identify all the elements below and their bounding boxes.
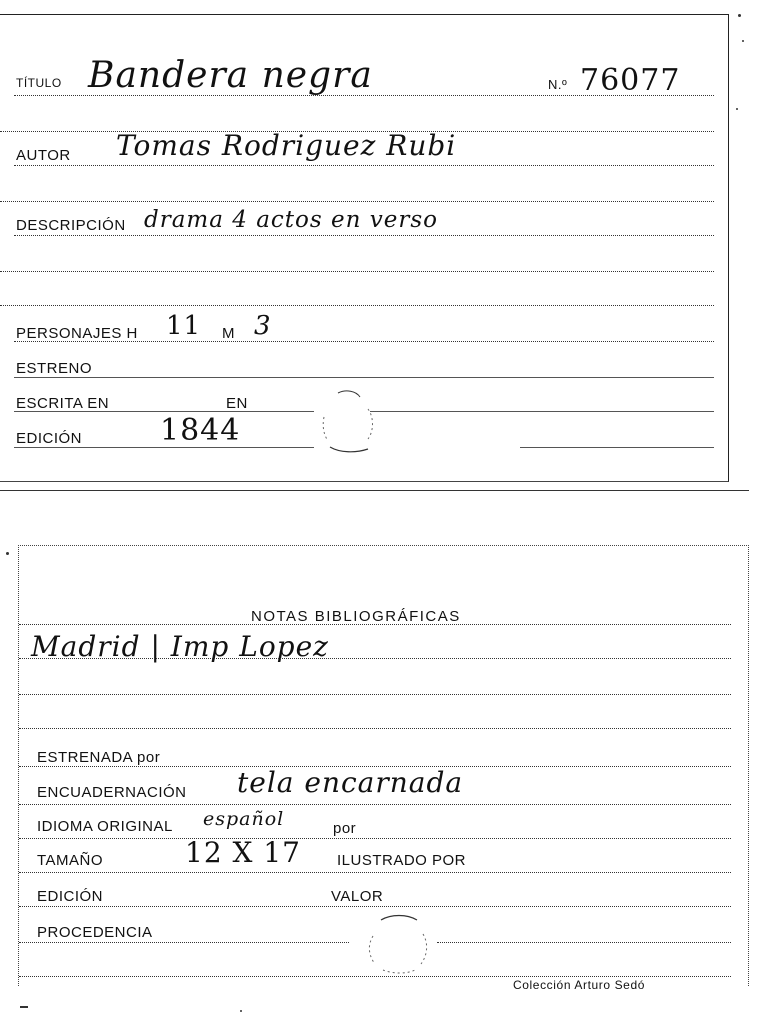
edicion-value: 1844	[160, 413, 241, 448]
rule-encuadernacion	[19, 804, 731, 805]
catalog-card-top	[0, 14, 729, 482]
autor-value: Tomas Rodriguez Rubi	[116, 129, 457, 162]
rule-edicion-b	[19, 906, 731, 907]
titulo-label: TÍTULO	[16, 76, 62, 90]
autor-label: AUTOR	[16, 147, 71, 164]
tamano-label: TAMAÑO	[37, 852, 104, 869]
edicion-label: EDICIÓN	[16, 430, 83, 447]
ilustrado-label: ILUSTRADO POR	[337, 852, 467, 869]
descripcion-label: DESCRIPCIÓN	[16, 217, 126, 234]
rule-4	[0, 305, 714, 306]
idioma-label: IDIOMA ORIGINAL	[37, 818, 173, 835]
titulo-value: Bandera negra	[88, 55, 373, 96]
rule-b1	[19, 658, 731, 659]
numero-label: N.º	[548, 77, 568, 92]
encuadernacion-label: ENCUADERNACIÓN	[37, 784, 187, 801]
rule-autor	[14, 165, 714, 166]
idioma-value: español	[203, 808, 285, 830]
encuadernacion-value: tela encarnada	[237, 766, 464, 799]
escrita-en-label: ESCRITA EN	[16, 395, 110, 412]
personajes-m-value: 3	[254, 311, 272, 341]
tamano-value: 12 X 17	[185, 836, 301, 869]
personajes-h-label: PERSONAJES H	[16, 325, 138, 342]
escrita-en2-label: EN	[226, 395, 248, 412]
rule-bottom	[19, 976, 731, 977]
notas-value: Madrid | Imp Lopez	[31, 630, 329, 663]
numero-value: 76077	[580, 63, 681, 98]
scan-speck	[738, 14, 741, 17]
rule-descripcion	[14, 235, 714, 236]
scan-speck	[20, 1006, 28, 1008]
rule-idioma	[19, 838, 731, 839]
rule-procedencia-right	[437, 942, 731, 943]
rule-b2	[19, 694, 731, 695]
procedencia-label: PROCEDENCIA	[37, 924, 153, 941]
card-separator	[0, 490, 749, 491]
edicion-b-label: EDICIÓN	[37, 888, 104, 905]
rule-estreno	[14, 377, 714, 378]
rule-2	[0, 201, 714, 202]
rule-tamano	[19, 872, 731, 873]
valor-label: VALOR	[331, 888, 384, 905]
stamp-mark-icon	[363, 912, 433, 976]
idioma-por-label: por	[333, 820, 357, 837]
estreno-label: ESTRENO	[16, 360, 93, 377]
descripcion-value: drama 4 actos en verso	[144, 207, 438, 233]
estrenada-label: ESTRENADA por	[37, 749, 161, 766]
scan-speck	[240, 1010, 242, 1012]
stamp-mark-icon	[316, 387, 380, 459]
collection-credit: Colección Arturo Sedó	[513, 978, 646, 992]
rule-3	[0, 271, 714, 272]
personajes-m-label: M	[222, 325, 235, 342]
scan-speck	[736, 108, 738, 110]
rule-b3	[19, 728, 731, 729]
scan-speck	[6, 552, 9, 555]
notas-heading: NOTAS BIBLIOGRÁFICAS	[251, 608, 461, 625]
rule-procedencia-left	[19, 942, 349, 943]
personajes-h-value: 11	[166, 311, 202, 341]
scan-speck	[742, 40, 744, 42]
catalog-card-bottom	[18, 545, 749, 992]
rule-edicion-right	[520, 447, 714, 448]
rule-escrita-right	[370, 411, 714, 412]
rule-notas	[19, 624, 731, 625]
